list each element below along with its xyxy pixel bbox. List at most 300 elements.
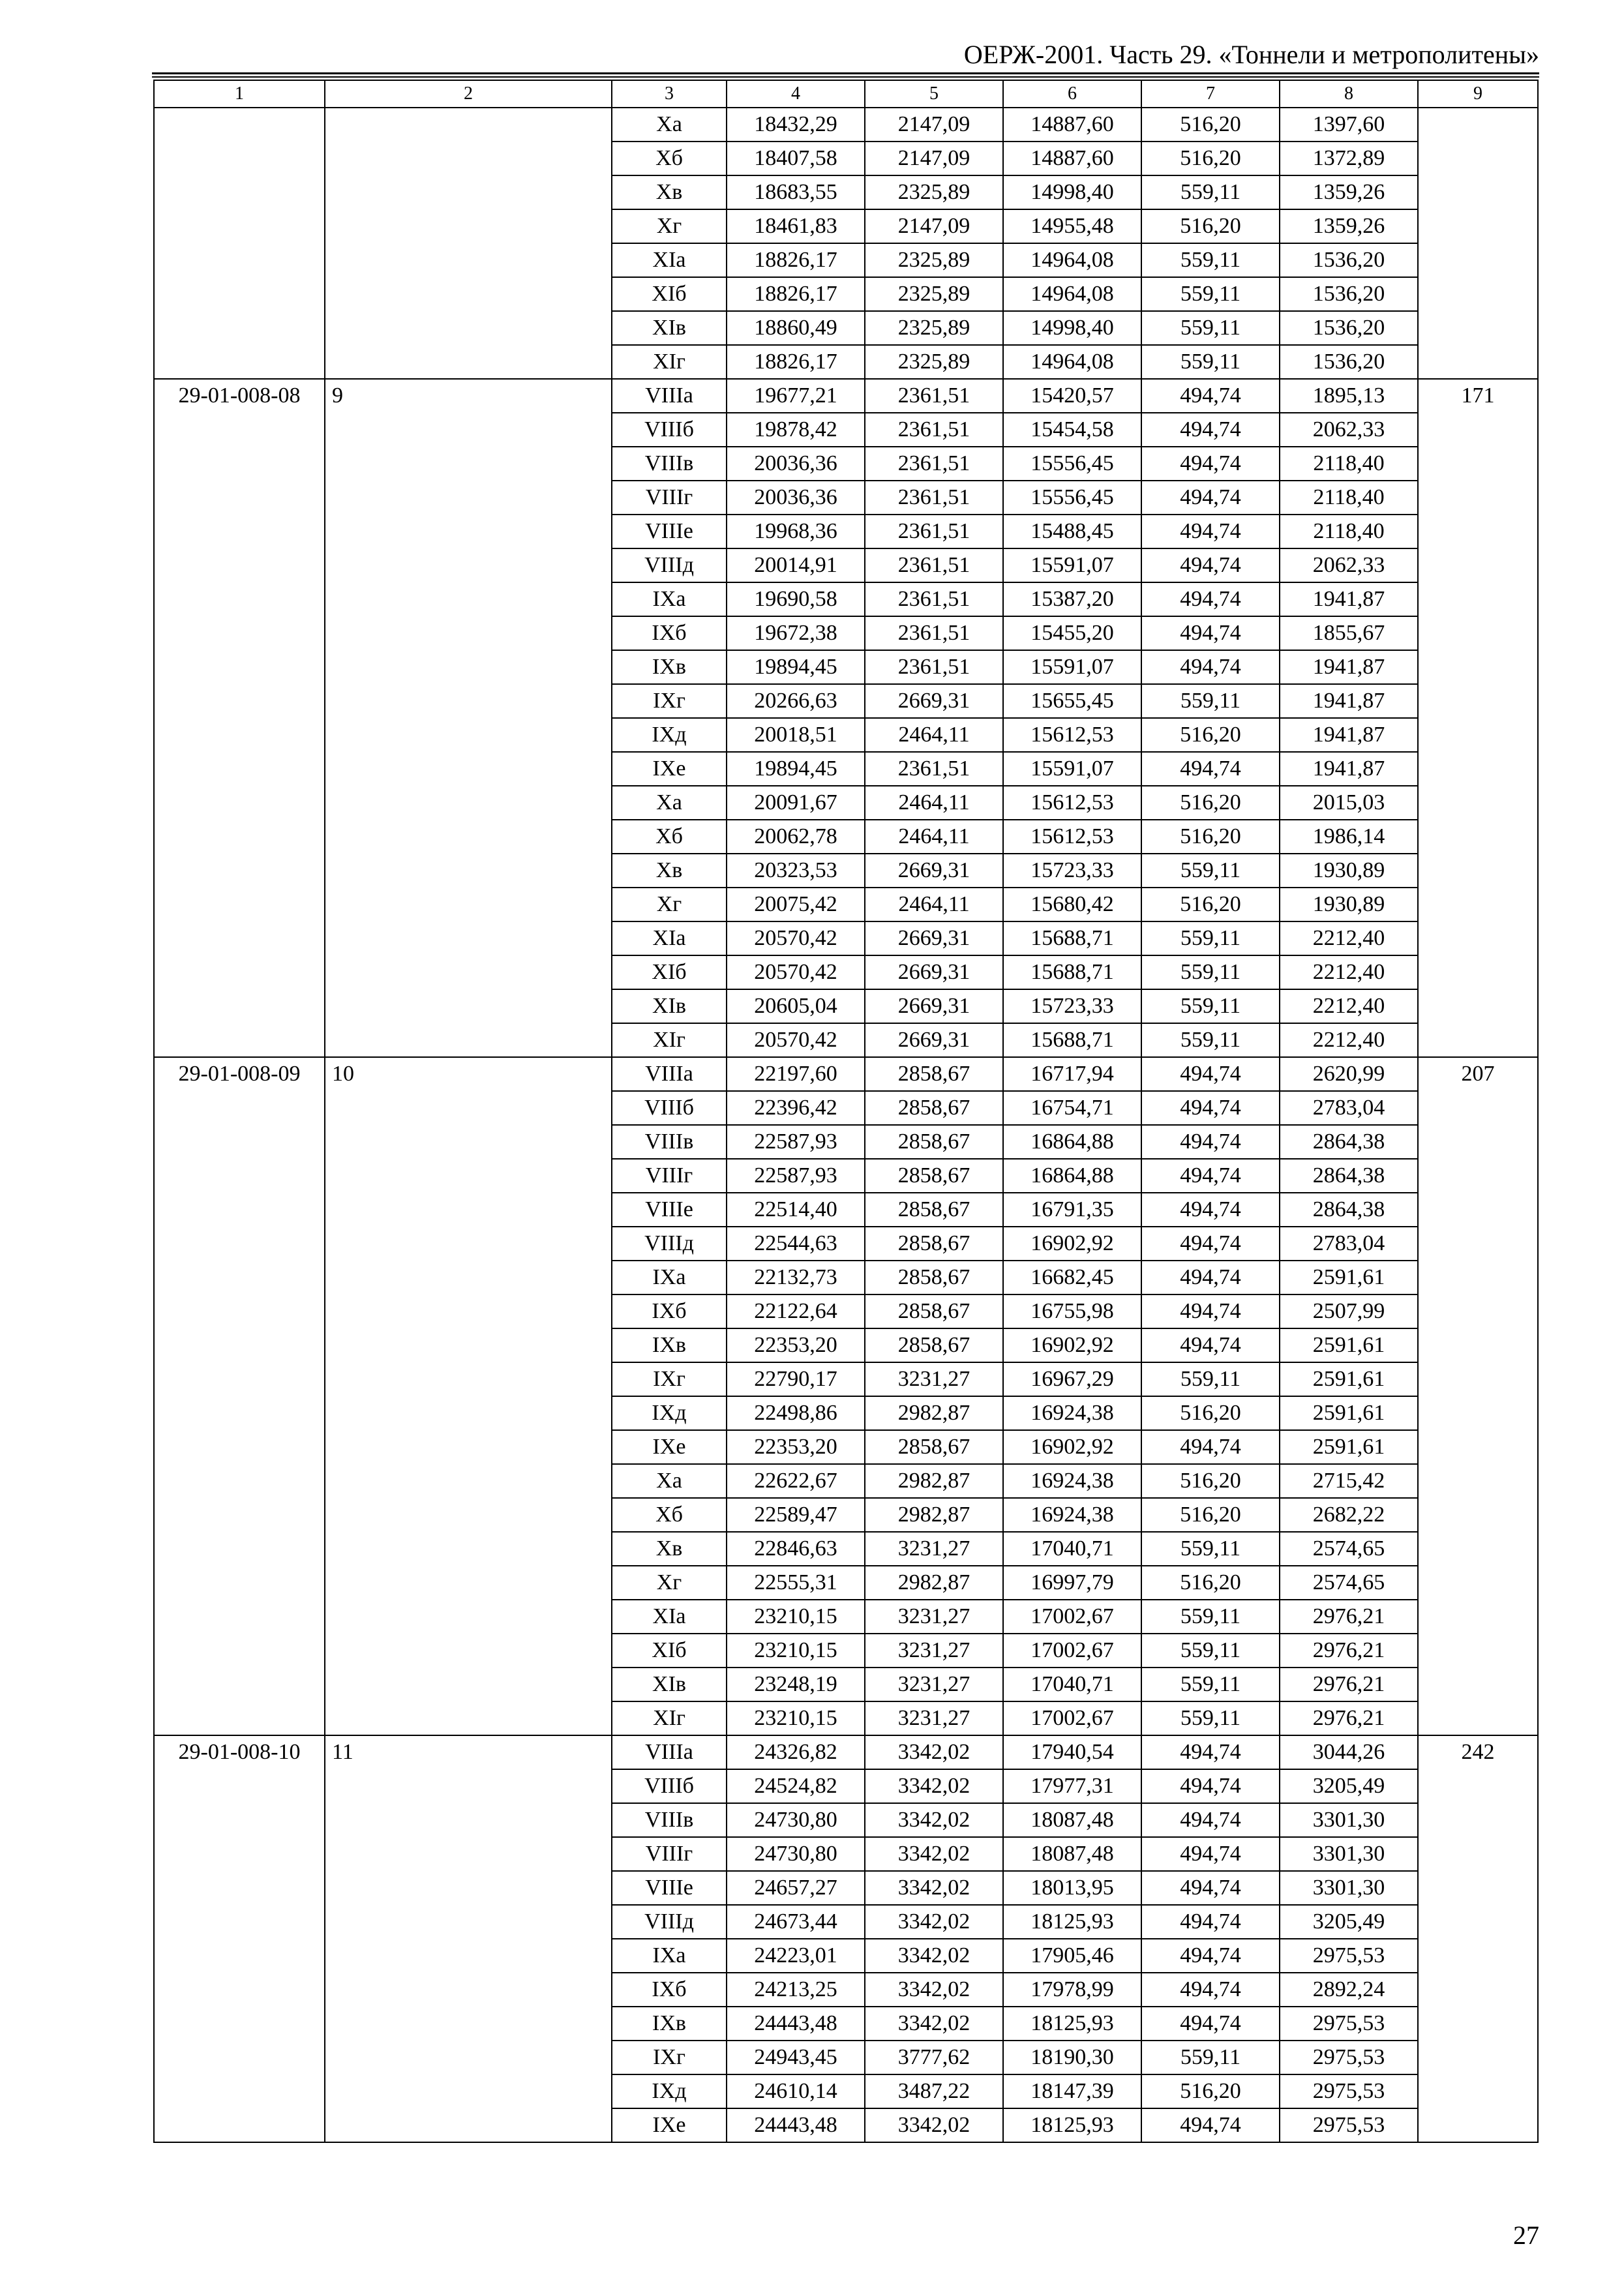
row-label: VIIIa — [612, 1735, 727, 1769]
materials: 2975,53 — [1280, 2108, 1418, 2142]
machine-cost: 15556,45 — [1003, 447, 1141, 481]
row-label: Xa — [612, 108, 727, 142]
machinist-wages: 494,74 — [1141, 1837, 1280, 1871]
table-row — [154, 379, 1538, 413]
machinist-wages: 516,20 — [1141, 108, 1280, 142]
machine-cost: 14887,60 — [1003, 108, 1141, 142]
total-cost: 22353,20 — [727, 1328, 865, 1362]
row-label: VIIIд — [612, 1905, 727, 1939]
wages: 2361,51 — [865, 515, 1003, 548]
total-cost: 22132,73 — [727, 1261, 865, 1294]
machine-cost: 14998,40 — [1003, 311, 1141, 345]
machine-cost: 15688,71 — [1003, 955, 1141, 989]
wages: 3342,02 — [865, 1973, 1003, 2007]
column-number: 9 — [1418, 80, 1538, 108]
wages: 2669,31 — [865, 1023, 1003, 1057]
total-cost: 23210,15 — [727, 1634, 865, 1668]
total-cost: 20605,04 — [727, 989, 865, 1023]
materials: 1930,89 — [1280, 888, 1418, 921]
labor-norm: 207 — [1418, 1057, 1538, 1735]
materials: 1941,87 — [1280, 684, 1418, 718]
total-cost: 20036,36 — [727, 481, 865, 515]
rate-category: 10 — [325, 1057, 612, 1735]
total-cost: 23248,19 — [727, 1668, 865, 1701]
wages: 3231,27 — [865, 1532, 1003, 1566]
materials: 2507,99 — [1280, 1294, 1418, 1328]
machinist-wages: 494,74 — [1141, 481, 1280, 515]
total-cost: 20266,63 — [727, 684, 865, 718]
labor-norm: 242 — [1418, 1735, 1538, 2142]
machine-cost: 18190,30 — [1003, 2041, 1141, 2074]
total-cost: 19894,45 — [727, 752, 865, 786]
wages: 2982,87 — [865, 1396, 1003, 1430]
total-cost: 18826,17 — [727, 345, 865, 379]
machinist-wages: 494,74 — [1141, 1905, 1280, 1939]
materials: 2591,61 — [1280, 1362, 1418, 1396]
machinist-wages: 494,74 — [1141, 1939, 1280, 1973]
machine-cost: 17002,67 — [1003, 1634, 1141, 1668]
row-label: IXг — [612, 1362, 727, 1396]
row-label: XIг — [612, 345, 727, 379]
materials: 2118,40 — [1280, 447, 1418, 481]
machine-cost: 16864,88 — [1003, 1125, 1141, 1159]
materials: 2574,65 — [1280, 1532, 1418, 1566]
total-cost: 24610,14 — [727, 2074, 865, 2108]
materials: 1941,87 — [1280, 718, 1418, 752]
materials: 2591,61 — [1280, 1328, 1418, 1362]
materials: 2682,22 — [1280, 1498, 1418, 1532]
wages: 3342,02 — [865, 1803, 1003, 1837]
total-cost: 20075,42 — [727, 888, 865, 921]
materials: 2975,53 — [1280, 2041, 1418, 2074]
machine-cost: 15591,07 — [1003, 752, 1141, 786]
machine-cost: 15454,58 — [1003, 413, 1141, 447]
total-cost: 24443,48 — [727, 2108, 865, 2142]
machinist-wages: 494,74 — [1141, 413, 1280, 447]
materials: 2212,40 — [1280, 955, 1418, 989]
wages: 2361,51 — [865, 481, 1003, 515]
materials: 1855,67 — [1280, 616, 1418, 650]
materials: 2783,04 — [1280, 1227, 1418, 1261]
wages: 2669,31 — [865, 955, 1003, 989]
machine-cost: 14955,48 — [1003, 209, 1141, 243]
total-cost: 19672,38 — [727, 616, 865, 650]
wages: 3342,02 — [865, 1939, 1003, 1973]
machine-cost: 16717,94 — [1003, 1057, 1141, 1091]
wages: 2147,09 — [865, 209, 1003, 243]
materials: 2015,03 — [1280, 786, 1418, 820]
wages: 2325,89 — [865, 277, 1003, 311]
row-label: Xг — [612, 1566, 727, 1600]
row-label: IXв — [612, 2007, 727, 2041]
total-cost: 24524,82 — [727, 1769, 865, 1803]
materials: 2212,40 — [1280, 989, 1418, 1023]
machinist-wages: 494,74 — [1141, 1125, 1280, 1159]
rate-code: 29-01-008-09 — [154, 1057, 325, 1735]
materials: 2591,61 — [1280, 1261, 1418, 1294]
wages: 3342,02 — [865, 1837, 1003, 1871]
machinist-wages: 516,20 — [1141, 820, 1280, 854]
table-row — [154, 1735, 1538, 1769]
wages: 2464,11 — [865, 786, 1003, 820]
rate-code: 29-01-008-08 — [154, 379, 325, 1057]
materials: 2062,33 — [1280, 548, 1418, 582]
row-label: VIIIe — [612, 515, 727, 548]
machine-cost: 16924,38 — [1003, 1396, 1141, 1430]
row-label: IXa — [612, 582, 727, 616]
machine-cost: 18125,93 — [1003, 2108, 1141, 2142]
machine-cost: 16902,92 — [1003, 1227, 1141, 1261]
wages: 2325,89 — [865, 243, 1003, 277]
wages: 2361,51 — [865, 650, 1003, 684]
total-cost: 22790,17 — [727, 1362, 865, 1396]
header-rule — [152, 72, 1539, 74]
wages: 2858,67 — [865, 1193, 1003, 1227]
machine-cost: 18125,93 — [1003, 2007, 1141, 2041]
total-cost: 24730,80 — [727, 1803, 865, 1837]
row-label: XIб — [612, 1634, 727, 1668]
materials: 2062,33 — [1280, 413, 1418, 447]
wages: 3342,02 — [865, 2007, 1003, 2041]
rate-category — [325, 108, 612, 379]
wages: 2982,87 — [865, 1498, 1003, 1532]
materials: 2212,40 — [1280, 1023, 1418, 1057]
page-number: 27 — [1513, 2221, 1539, 2250]
materials: 2975,53 — [1280, 1939, 1418, 1973]
total-cost: 19968,36 — [727, 515, 865, 548]
row-label: IXa — [612, 1261, 727, 1294]
machinist-wages: 516,20 — [1141, 2074, 1280, 2108]
row-label: VIIIд — [612, 1227, 727, 1261]
row-label: IXд — [612, 2074, 727, 2108]
materials: 1536,20 — [1280, 277, 1418, 311]
machinist-wages: 559,11 — [1141, 311, 1280, 345]
row-label: Xб — [612, 1498, 727, 1532]
total-cost: 18407,58 — [727, 142, 865, 175]
wages: 2464,11 — [865, 718, 1003, 752]
machine-cost: 14964,08 — [1003, 277, 1141, 311]
machinist-wages: 494,74 — [1141, 1227, 1280, 1261]
total-cost: 22353,20 — [727, 1430, 865, 1464]
machinist-wages: 559,11 — [1141, 175, 1280, 209]
machinist-wages: 559,11 — [1141, 921, 1280, 955]
machinist-wages: 516,20 — [1141, 1566, 1280, 1600]
row-label: VIIIa — [612, 379, 727, 413]
total-cost: 20062,78 — [727, 820, 865, 854]
machine-cost: 16902,92 — [1003, 1328, 1141, 1362]
machinist-wages: 559,11 — [1141, 1532, 1280, 1566]
row-label: VIIIa — [612, 1057, 727, 1091]
machinist-wages: 516,20 — [1141, 786, 1280, 820]
machine-cost: 15488,45 — [1003, 515, 1141, 548]
header-rule-thin — [152, 76, 1539, 78]
machine-cost: 16864,88 — [1003, 1159, 1141, 1193]
machine-cost: 18125,93 — [1003, 1905, 1141, 1939]
machine-cost: 15612,53 — [1003, 718, 1141, 752]
machinist-wages: 559,11 — [1141, 1634, 1280, 1668]
machine-cost: 18013,95 — [1003, 1871, 1141, 1905]
materials: 1536,20 — [1280, 311, 1418, 345]
row-label: IXг — [612, 684, 727, 718]
wages: 2464,11 — [865, 820, 1003, 854]
row-label: VIIIв — [612, 1125, 727, 1159]
machinist-wages: 494,74 — [1141, 379, 1280, 413]
machinist-wages: 494,74 — [1141, 2108, 1280, 2142]
materials: 1536,20 — [1280, 243, 1418, 277]
total-cost: 24326,82 — [727, 1735, 865, 1769]
wages: 2858,67 — [865, 1227, 1003, 1261]
total-cost: 18683,55 — [727, 175, 865, 209]
column-number: 2 — [325, 80, 612, 108]
row-label: XIг — [612, 1023, 727, 1057]
total-cost: 24657,27 — [727, 1871, 865, 1905]
materials: 2976,21 — [1280, 1701, 1418, 1735]
total-cost: 18826,17 — [727, 243, 865, 277]
wages: 2669,31 — [865, 854, 1003, 888]
materials: 2975,53 — [1280, 2074, 1418, 2108]
row-label: Xб — [612, 820, 727, 854]
labor-norm — [1418, 108, 1538, 379]
row-label: Xa — [612, 786, 727, 820]
total-cost: 18826,17 — [727, 277, 865, 311]
total-cost: 24730,80 — [727, 1837, 865, 1871]
column-number-row — [154, 80, 1538, 108]
machine-cost: 14887,60 — [1003, 142, 1141, 175]
total-cost: 19677,21 — [727, 379, 865, 413]
wages: 3231,27 — [865, 1701, 1003, 1735]
machine-cost: 16682,45 — [1003, 1261, 1141, 1294]
machine-cost: 17940,54 — [1003, 1735, 1141, 1769]
materials: 2620,99 — [1280, 1057, 1418, 1091]
machinist-wages: 559,11 — [1141, 277, 1280, 311]
wages: 3231,27 — [865, 1600, 1003, 1634]
machine-cost: 14998,40 — [1003, 175, 1141, 209]
machinist-wages: 494,74 — [1141, 515, 1280, 548]
total-cost: 24443,48 — [727, 2007, 865, 2041]
column-number: 8 — [1280, 80, 1418, 108]
machine-cost: 15612,53 — [1003, 786, 1141, 820]
row-label: XIб — [612, 277, 727, 311]
row-label: VIIIв — [612, 1803, 727, 1837]
rate-category: 11 — [325, 1735, 612, 2142]
row-label: XIa — [612, 1600, 727, 1634]
materials: 1941,87 — [1280, 752, 1418, 786]
row-label: VIIIe — [612, 1871, 727, 1905]
machinist-wages: 559,11 — [1141, 955, 1280, 989]
machine-cost: 16755,98 — [1003, 1294, 1141, 1328]
wages: 2361,51 — [865, 752, 1003, 786]
row-label: XIв — [612, 311, 727, 345]
machinist-wages: 559,11 — [1141, 1362, 1280, 1396]
materials: 1941,87 — [1280, 582, 1418, 616]
wages: 2669,31 — [865, 989, 1003, 1023]
materials: 2864,38 — [1280, 1159, 1418, 1193]
total-cost: 19690,58 — [727, 582, 865, 616]
total-cost: 22587,93 — [727, 1125, 865, 1159]
machinist-wages: 494,74 — [1141, 1261, 1280, 1294]
machine-cost: 16791,35 — [1003, 1193, 1141, 1227]
materials: 2591,61 — [1280, 1396, 1418, 1430]
machine-cost: 15612,53 — [1003, 820, 1141, 854]
machine-cost: 17977,31 — [1003, 1769, 1141, 1803]
machine-cost: 15387,20 — [1003, 582, 1141, 616]
machinist-wages: 494,74 — [1141, 1057, 1280, 1091]
total-cost: 22122,64 — [727, 1294, 865, 1328]
wages: 3231,27 — [865, 1362, 1003, 1396]
row-label: IXe — [612, 1430, 727, 1464]
machinist-wages: 494,74 — [1141, 1294, 1280, 1328]
materials: 1930,89 — [1280, 854, 1418, 888]
materials: 3301,30 — [1280, 1803, 1418, 1837]
materials: 1895,13 — [1280, 379, 1418, 413]
total-cost: 22589,47 — [727, 1498, 865, 1532]
row-label: XIa — [612, 921, 727, 955]
machine-cost: 17002,67 — [1003, 1600, 1141, 1634]
total-cost: 22622,67 — [727, 1464, 865, 1498]
row-label: IXб — [612, 1294, 727, 1328]
wages: 3777,62 — [865, 2041, 1003, 2074]
machine-cost: 16754,71 — [1003, 1091, 1141, 1125]
materials: 2975,53 — [1280, 2007, 1418, 2041]
labor-norm: 171 — [1418, 379, 1538, 1057]
row-label: XIв — [612, 989, 727, 1023]
machine-cost: 15591,07 — [1003, 650, 1141, 684]
machinist-wages: 494,74 — [1141, 1973, 1280, 2007]
wages: 2147,09 — [865, 108, 1003, 142]
wages: 3342,02 — [865, 1769, 1003, 1803]
rate-code: 29-01-008-10 — [154, 1735, 325, 2142]
machinist-wages: 494,74 — [1141, 1871, 1280, 1905]
page-header — [152, 35, 1539, 74]
wages: 2858,67 — [865, 1057, 1003, 1091]
column-number: 1 — [154, 80, 325, 108]
wages: 2858,67 — [865, 1091, 1003, 1125]
wages: 3342,02 — [865, 2108, 1003, 2142]
row-label: VIIIe — [612, 1193, 727, 1227]
total-cost: 22396,42 — [727, 1091, 865, 1125]
column-number: 7 — [1141, 80, 1280, 108]
machine-cost: 16924,38 — [1003, 1498, 1141, 1532]
materials: 2118,40 — [1280, 515, 1418, 548]
total-cost: 22544,63 — [727, 1227, 865, 1261]
wages: 3342,02 — [865, 1735, 1003, 1769]
machine-cost: 15556,45 — [1003, 481, 1141, 515]
machinist-wages: 516,20 — [1141, 718, 1280, 752]
materials: 2212,40 — [1280, 921, 1418, 955]
machine-cost: 17002,67 — [1003, 1701, 1141, 1735]
materials: 3205,49 — [1280, 1905, 1418, 1939]
row-label: IXд — [612, 1396, 727, 1430]
wages: 2147,09 — [865, 142, 1003, 175]
materials: 1372,89 — [1280, 142, 1418, 175]
materials: 3044,26 — [1280, 1735, 1418, 1769]
total-cost: 20570,42 — [727, 955, 865, 989]
total-cost: 20036,36 — [727, 447, 865, 481]
machine-cost: 15655,45 — [1003, 684, 1141, 718]
materials: 1397,60 — [1280, 108, 1418, 142]
wages: 2361,51 — [865, 616, 1003, 650]
machine-cost: 16967,29 — [1003, 1362, 1141, 1396]
total-cost: 20018,51 — [727, 718, 865, 752]
row-label: VIIIб — [612, 1769, 727, 1803]
machinist-wages: 494,74 — [1141, 548, 1280, 582]
materials: 3301,30 — [1280, 1871, 1418, 1905]
materials: 2864,38 — [1280, 1193, 1418, 1227]
total-cost: 22587,93 — [727, 1159, 865, 1193]
row-label: IXг — [612, 2041, 727, 2074]
wages: 2669,31 — [865, 684, 1003, 718]
machinist-wages: 494,74 — [1141, 2007, 1280, 2041]
row-label: XIв — [612, 1668, 727, 1701]
total-cost: 23210,15 — [727, 1600, 865, 1634]
row-label: Xa — [612, 1464, 727, 1498]
machinist-wages: 494,74 — [1141, 1193, 1280, 1227]
row-label: Xв — [612, 1532, 727, 1566]
page-title: ОЕРЖ-2001. Часть 29. «Тоннели и метрополитены» — [963, 40, 1539, 69]
wages: 2361,51 — [865, 413, 1003, 447]
materials: 1359,26 — [1280, 209, 1418, 243]
machinist-wages: 559,11 — [1141, 1023, 1280, 1057]
wages: 3231,27 — [865, 1634, 1003, 1668]
row-label: Xг — [612, 888, 727, 921]
wages: 2669,31 — [865, 921, 1003, 955]
machinist-wages: 494,74 — [1141, 1328, 1280, 1362]
machinist-wages: 494,74 — [1141, 1159, 1280, 1193]
wages: 2325,89 — [865, 345, 1003, 379]
total-cost: 22197,60 — [727, 1057, 865, 1091]
wages: 2982,87 — [865, 1464, 1003, 1498]
machinist-wages: 516,20 — [1141, 1498, 1280, 1532]
row-label: VIIIг — [612, 1837, 727, 1871]
machinist-wages: 559,11 — [1141, 1701, 1280, 1735]
machinist-wages: 494,74 — [1141, 447, 1280, 481]
wages: 2858,67 — [865, 1294, 1003, 1328]
materials: 2976,21 — [1280, 1600, 1418, 1634]
machine-cost: 15688,71 — [1003, 921, 1141, 955]
row-label: Xв — [612, 175, 727, 209]
machine-cost: 15723,33 — [1003, 854, 1141, 888]
total-cost: 19878,42 — [727, 413, 865, 447]
wages: 2464,11 — [865, 888, 1003, 921]
materials: 1359,26 — [1280, 175, 1418, 209]
wages: 3487,22 — [865, 2074, 1003, 2108]
wages: 2325,89 — [865, 311, 1003, 345]
machinist-wages: 494,74 — [1141, 1735, 1280, 1769]
machine-cost: 16997,79 — [1003, 1566, 1141, 1600]
column-number: 5 — [865, 80, 1003, 108]
wages: 2858,67 — [865, 1261, 1003, 1294]
column-number: 3 — [612, 80, 727, 108]
machinist-wages: 559,11 — [1141, 345, 1280, 379]
wages: 2361,51 — [865, 447, 1003, 481]
total-cost: 24673,44 — [727, 1905, 865, 1939]
machinist-wages: 559,11 — [1141, 989, 1280, 1023]
machine-cost: 17905,46 — [1003, 1939, 1141, 1973]
machine-cost: 18087,48 — [1003, 1837, 1141, 1871]
total-cost: 20570,42 — [727, 921, 865, 955]
machine-cost: 17978,99 — [1003, 1973, 1141, 2007]
materials: 3301,30 — [1280, 1837, 1418, 1871]
machinist-wages: 559,11 — [1141, 2041, 1280, 2074]
row-label: IXб — [612, 616, 727, 650]
materials: 2976,21 — [1280, 1634, 1418, 1668]
wages: 2361,51 — [865, 548, 1003, 582]
machinist-wages: 494,74 — [1141, 582, 1280, 616]
rates-table — [153, 80, 1539, 2143]
materials: 3205,49 — [1280, 1769, 1418, 1803]
wages: 2361,51 — [865, 582, 1003, 616]
row-label: VIIIб — [612, 413, 727, 447]
